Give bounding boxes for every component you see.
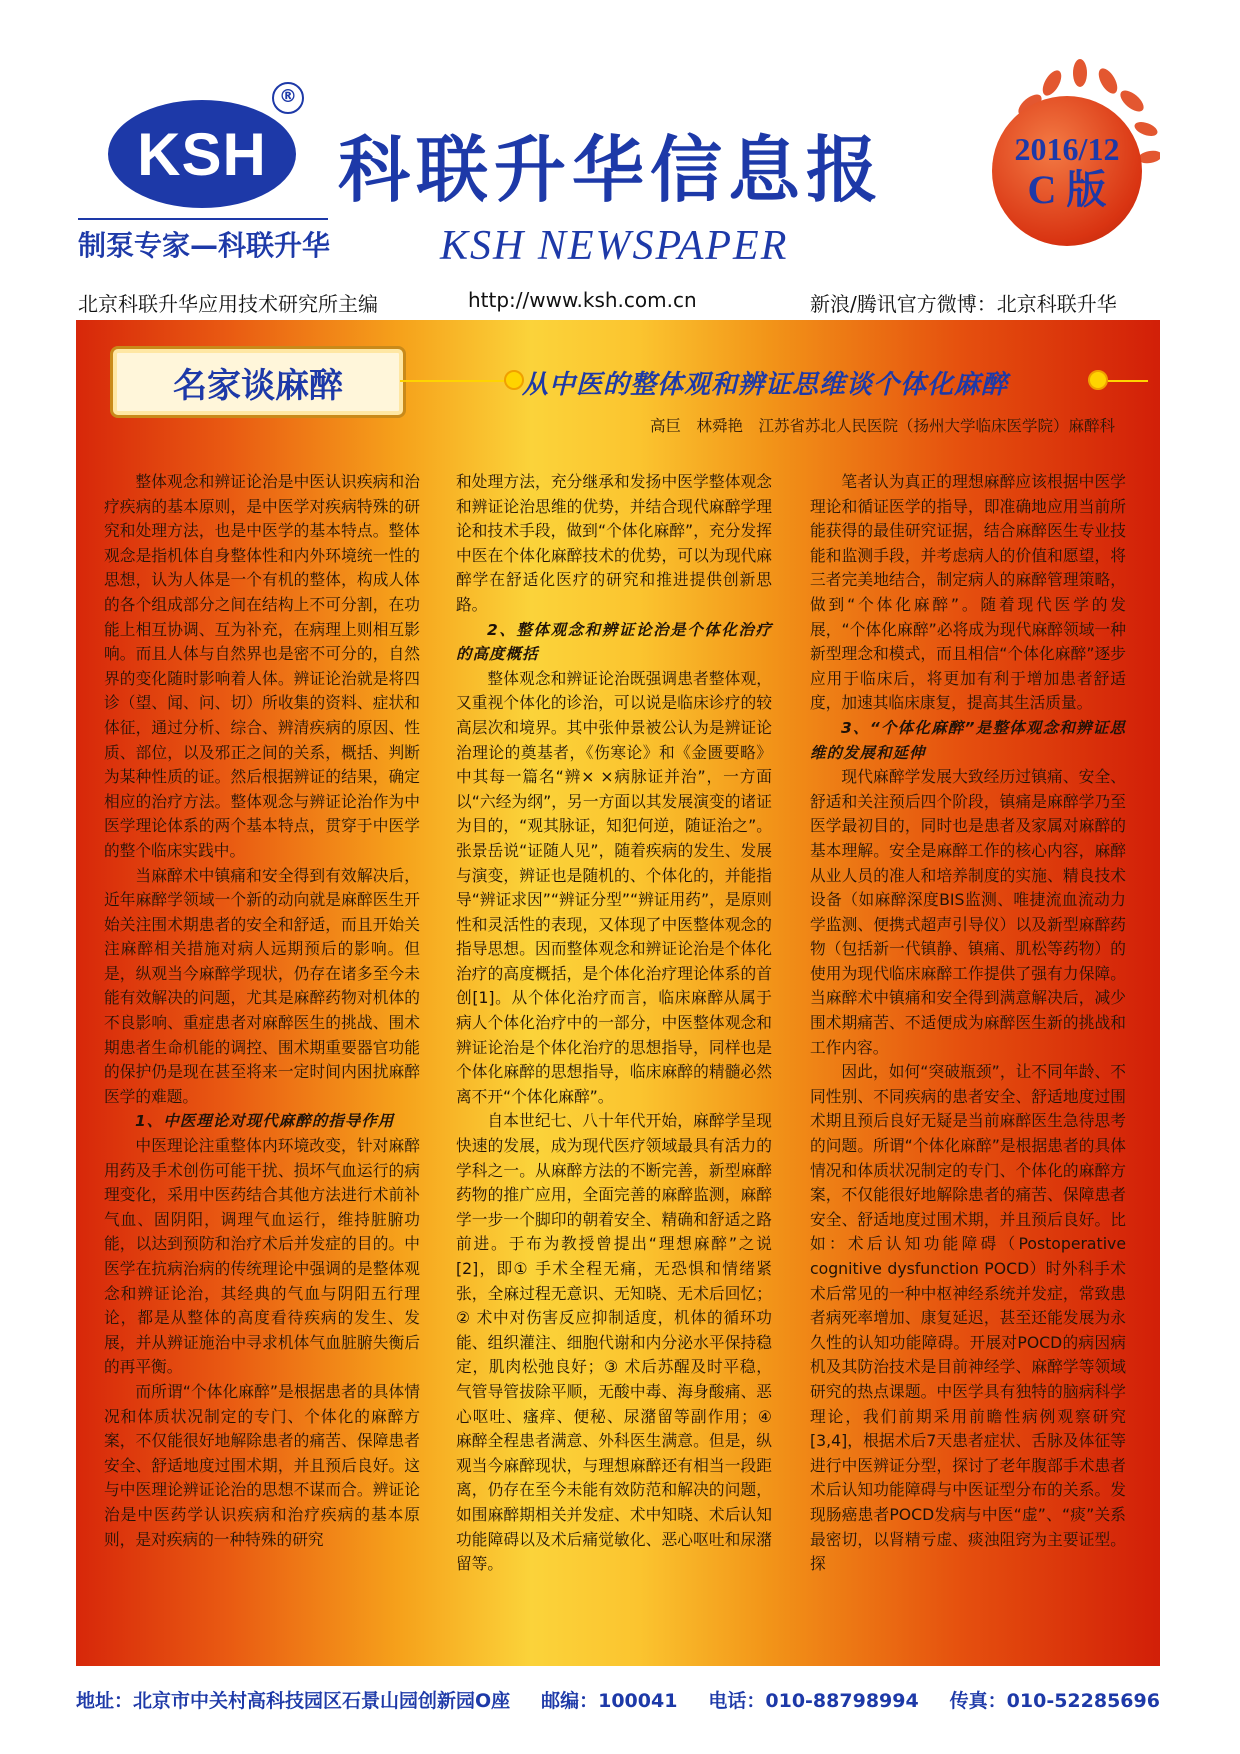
section-heading: 2、整体观念和辨证论治是个体化治疗的高度概括 (456, 620, 772, 664)
ksh-logo: KSH (108, 100, 296, 208)
footer-address: 地址：北京市中关村高科技园区石景山园创新园O座 (76, 1690, 511, 1712)
paragraph: 和处理方法，充分继承和发扬中医学整体观念和辨证论治思维的优势，并结合现代麻醉学理论和技术手段，做到“个体化麻醉”，充分发挥中医在个体化麻醉技术的优势，可以为现代麻醉学在舒适化医疗的研究和推进提供创新思路。 (456, 472, 772, 614)
paragraph: 而所谓“个体化麻醉”是根据患者的具体情况和体质状况制定的专门、个体化的麻醉方案，不仅能很好地解除患者的痛苦、保障患者安全、舒适地度过围术期，并且预后良好。这与中医理论辨证论治的思想不谋而合。辨证论治是中医药学认识疾病和治疗疾病的基本原则，是对疾病的一种特殊的研究 (104, 1381, 420, 1549)
article-column-3 (810, 470, 1126, 1577)
article-column-1 (104, 470, 420, 1552)
article-title: 从中医的整体观和辨证思维谈个体化麻醉 (522, 370, 1009, 400)
title-rule-right (1108, 380, 1148, 382)
newspaper-title-en: KSH NEWSPAPER (440, 223, 789, 269)
weibo-info: 新浪/腾讯官方微博：北京科联升华 (810, 292, 1117, 316)
article-byline: 高巨 林舜艳 江苏省苏北人民医院（扬州大学临床医学院）麻醉科 (650, 417, 1116, 435)
newspaper-title-cn: 科联升华信息报 (338, 127, 885, 212)
edition-date: 2016/12 (1014, 131, 1120, 167)
title-rule-left (400, 380, 510, 382)
bullet-dot-icon (504, 370, 524, 390)
paragraph: 现代麻醉学发展大致经历过镇痛、安全、舒适和关注预后四个阶段，镇痛是麻醉学乃至医学最初目的，同时也是患者及家属对麻醉的基本理解。安全是麻醉工作的核心内容，麻醉从业人员的准人和培养制度的实施、精良技术设备（如麻醉深度BIS监测、唯捷流血流动力学监测、便携式超声引导仪）以及新型麻醉药物（包括新一代镇静、镇痛、肌松等药物）的使用为现代临床麻醉工作提供了强有力保障。当麻醉术中镇痛和安全得到满意解决后，减少围术期痛苦、不适便成为麻醉医生新的挑战和工作内容。 (810, 767, 1126, 1057)
footer-fax: 传真：010-52285696 (949, 1690, 1160, 1712)
edition-label: C 版 (1027, 167, 1107, 212)
article-column-2 (456, 470, 772, 1577)
paragraph: 当麻醉术中镇痛和安全得到有效解决后，近年麻醉学领域一个新的动向就是麻醉医生开始关注围术期患者的安全和舒适，而且开始关注麻醉相关措施对病人远期预后的影响。但是，纵观当今麻醉学现状，仍存在诸多至今未能有效解决的问题，尤其是麻醉药物对机体的不良影响、重症患者对麻醉医生的挑战、围术期患者生命机能的调控、围术期重要器官功能的保护仍是现在甚至将来一定时间内困扰麻醉医学的难题。 (104, 865, 420, 1106)
logo-divider (78, 218, 328, 220)
edition-badge (992, 96, 1142, 246)
publisher: 北京科联升华应用技术研究所主编 (78, 292, 378, 316)
paragraph: 整体观念和辨证论治是中医认识疾病和治疗疾病的基本原则，是中医学对疾病特殊的研究和处理方法，也是中医学的基本特点。整体观念是指机体自身整体性和内外环境统一性的思想，认为人体是一个有机的整体，构成人体的各个组成部分之间在结构上不可分割，在功能上相互协调、互为补充，在病理上则相互影响。而且人体与自然界也是密不可分的，自然界的变化随时影响着人体。辨证论治就是将四诊（望、闻、问、切）所收集的资料、症状和体征，通过分析、综合、辨清疾病的原因、性质、部位，以及邪正之间的关系，概括、判断为某种性质的证。然后根据辨证的结果，确定相应的治疗方法。整体观念与辨证论治作为中医学理论体系的两个基本特点，贯穿于中医学的整个临床实践中。 (104, 472, 420, 860)
footer-contact (76, 1686, 1160, 1713)
paragraph: 自本世纪七、八十年代开始，麻醉学呈现快速的发展，成为现代医疗领域最具有活力的学科之一。从麻醉方法的不断完善，新型麻醉药物的推广应用，全面完善的麻醉监测，麻醉学一步一个脚印的朝着安全、精确和舒适之路前进。于布为教授曾提出“理想麻醉”之说[2]，即① 手术全程无痛，无恐惧和情绪紧张，全麻过程无意识、无知晓、无术后回忆；② 术中对伤害反应抑制适度，机体的循环功能、组织灌注、细胞代谢和内分泌水平保持稳定，肌肉松弛良好；③ 术后苏醒及时平稳，气管导管拔除平顺，无酸中毒、海身酸痛、恶心呕吐、瘙痒、便秘、尿潴留等副作用；④ 麻醉全程患者满意、外科医生满意。但是，纵观当今麻醉现状，与理想麻醉还有相当一段距离，仍存在至今未能有效防范和解决的问题，如围麻醉期相关并发症、术中知晓、术后认知功能障碍以及术后痛觉敏化、恶心呕吐和尿潴留等。 (456, 1111, 772, 1574)
column-label: 名家谈麻醉 (110, 346, 406, 418)
section-heading: 3、“个体化麻醉”是整体观念和辨证思维的发展和延伸 (810, 718, 1126, 762)
paragraph: 整体观念和辨证论治既强调患者整体观，又重视个体化的诊治，可以说是临床诊疗的较高层次和境界。其中张仲景被公认为是辨证论治理论的奠基者，《伤寒论》和《金匮要略》中其每一篇名“辨× ×病脉证并治”，一方面以“六经为纲”，另一方面以其发展演变的诸证为目的，“观其脉证，知犯何逆，随证治之”。张景岳说“证随人见”，随着疾病的发生、发展与演变，辨证也是随机的、个体化的，并能指导“辨证求因”“辨证分型”“辨证用药”，是原则性和灵活性的表现，又体现了中医整体观念的指导思想。因而整体观念和辨证论治是个体化治疗的高度概括，是个体化治疗理论体系的首创[1]。从个体化治疗而言，临床麻醉从属于病人个体化治疗中的一部分，中医整体观念和辨证论治是个体化治疗的思想指导，同样也是个体化麻醉的思想指导，临床麻醉的精髓必然离不开“个体化麻醉”。 (456, 668, 772, 1106)
registered-mark: ® (272, 82, 304, 114)
website-url[interactable]: http://www.ksh.com.cn (468, 288, 697, 312)
footer-phone: 电话：010-88798994 (708, 1690, 919, 1712)
paragraph: 中医理论注重整体内环境改变，针对麻醉用药及手术创伤可能干扰、损坏气血运行的病理变化，采用中医药结合其他方法进行术前补气血、固阴阳，调理气血运行，维持脏腑功能，以达到预防和治疗术后并发症的目的。中医学在抗病治病的传统理论中强调的是整体观念和辨证论治，其经典的气血与阴阳五行理论，都是从整体的高度看待疾病的发生、发展，并从辨证施治中寻求机体气血脏腑失衡后的再平衡。 (104, 1136, 420, 1377)
paragraph: 笔者认为真正的理想麻醉应该根据中医学理论和循证医学的指导，即准确地应用当前所能获得的最佳研究证据，结合麻醉医生专业技能和监测手段，并考虑病人的价值和愿望，将三者完美地结合，制定病人的麻醉管理策略，做到“个体化麻醉”。随着现代医学的发展，“个体化麻醉”必将成为现代麻醉领域一种新型理念和模式，而且相信“个体化麻醉”逐步应用于临床后，将更加有利于增加患者舒适度，加速其临床康复，提高其生活质量。 (810, 472, 1126, 713)
paragraph: 因此，如何“突破瓶颈”，让不同年龄、不同性别、不同疾病的患者安全、舒适地度过围术期且预后良好无疑是当前麻醉医生急待思考的问题。所谓“个体化麻醉”是根据患者的具体情况和体质状况制定的专门、个体化的麻醉方案，不仅能很好地解除患者的痛苦、保障患者安全、舒适地度过围术期，并且预后良好。比如：术后认知功能障碍（Postoperative cognitive dysfunction POCD）时外科手术术后常见的一种中枢神经系统并发症，常致患者病死率增加、康复延迟，甚至还能发展为永久性的认知功能障碍。开展对POCD的病因病机及其防治技术是目前神经学、麻醉学等领域研究的热点课题。中医学具有独特的脑病科学理论，我们前期采用前瞻性病例观察研究[3,4]，根据术后7天患者症状、舌脉及体征等进行中医辨证分型，探讨了老年腹部手术患者术后认知功能障碍与中医证型分布的关系。发现肠癌患者POCD发病与中医“虚”、“痰”关系最密切，以肾精亏虚、痰浊阻窍为主要证型。探 (810, 1062, 1126, 1574)
bullet-dot-icon (1088, 370, 1108, 390)
footer-postcode: 邮编：100041 (541, 1690, 678, 1712)
section-heading: 1、中医理论对现代麻醉的指导作用 (135, 1112, 395, 1131)
slogan: 制泵专家—科联升华 (78, 229, 331, 262)
